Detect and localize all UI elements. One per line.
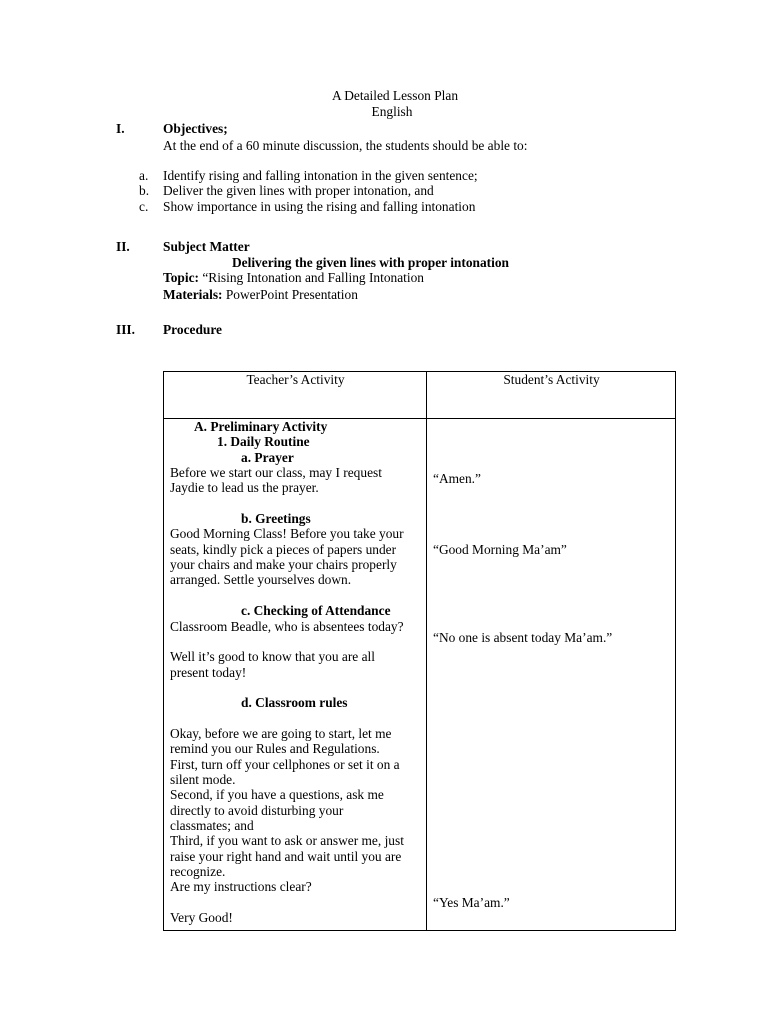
teacher-line: raise your right hand and wait until you are [170, 849, 402, 864]
procedure-heading: Procedure [163, 322, 223, 337]
subject-matter-heading: Subject Matter [163, 239, 250, 254]
teacher-line: remind you our Rules and Regulations. [170, 741, 380, 756]
teacher-line: Second, if you have a questions, ask me [170, 787, 384, 802]
section-numeral-subject: II. [116, 239, 130, 254]
materials-value: PowerPoint Presentation [222, 287, 358, 302]
subject-matter-subtitle: Delivering the given lines with proper intonation [232, 255, 509, 270]
student-response: “No one is absent today Ma’am.” [433, 630, 613, 645]
greetings-heading: b. Greetings [241, 511, 311, 526]
classroom-rules-heading: d. Classroom rules [241, 695, 348, 710]
topic-value: “Rising Intonation and Falling Intonation [198, 270, 424, 285]
prayer-heading: a. Prayer [241, 450, 294, 465]
student-header-cell [427, 372, 676, 419]
daily-routine-heading: 1. Daily Routine [217, 434, 310, 449]
document-title: A Detailed Lesson Plan [331, 88, 459, 103]
attendance-heading: c. Checking of Attendance [241, 603, 391, 618]
objective-item: Deliver the given lines with proper intonation, and [163, 183, 434, 198]
teacher-line: classmates; and [170, 818, 254, 833]
teacher-line: Good Morning Class! Before you take your [170, 526, 404, 541]
teacher-line: Before we start our class, may I request [170, 465, 382, 480]
teacher-line: Are my instructions clear? [170, 879, 312, 894]
table-header-row [164, 372, 676, 419]
section-numeral-objectives: I. [116, 121, 125, 136]
teacher-line: Third, if you want to ask or answer me, just [170, 833, 404, 848]
procedure-table [163, 371, 676, 931]
student-activity-header: Student’s Activity [503, 372, 600, 387]
objective-item: Show importance in using the rising and falling intonation [163, 199, 476, 214]
teacher-line: silent mode. [170, 772, 236, 787]
teacher-line: present today! [170, 665, 247, 680]
teacher-activity-header: Teacher’s Activity [246, 372, 345, 387]
student-activity-cell [427, 419, 676, 931]
preliminary-activity-heading: A. Preliminary Activity [194, 419, 328, 434]
teacher-line: Jaydie to lead us the prayer. [170, 480, 319, 495]
student-response: “Yes Ma’am.” [433, 895, 510, 910]
objective-marker: b. [139, 183, 150, 198]
objective-marker: a. [139, 168, 149, 183]
document-subject: English [371, 104, 413, 119]
teacher-line: directly to avoid disturbing your [170, 803, 344, 818]
objective-item: Identify rising and falling intonation in the given sentence; [163, 168, 478, 183]
teacher-line: your chairs and make your chairs properly [170, 557, 397, 572]
table-row [164, 419, 676, 931]
student-response: “Amen.” [433, 471, 481, 486]
teacher-line: arranged. Settle yourselves down. [170, 572, 352, 587]
materials-label: Materials: [163, 287, 223, 302]
materials-line [163, 287, 358, 303]
teacher-line: Very Good! [170, 910, 233, 925]
teacher-line: seats, kindly pick a pieces of papers under [170, 542, 397, 557]
teacher-activity-cell [164, 419, 427, 931]
objectives-intro: At the end of a 60 minute discussion, the students should be able to: [163, 138, 528, 153]
student-response: “Good Morning Ma’am” [433, 542, 567, 557]
teacher-line: Classroom Beadle, who is absentees today? [170, 619, 404, 634]
teacher-line: Okay, before we are going to start, let me [170, 726, 392, 741]
topic-label: Topic: [163, 270, 199, 285]
objectives-heading: Objectives; [163, 121, 228, 136]
topic-line [163, 270, 424, 286]
teacher-line: Well it’s good to know that you are all [170, 649, 375, 664]
teacher-line: recognize. [170, 864, 226, 879]
objective-marker: c. [139, 199, 149, 214]
section-numeral-procedure: III. [116, 322, 135, 337]
teacher-header-cell [164, 372, 427, 419]
teacher-line: First, turn off your cellphones or set it on a [170, 757, 400, 772]
